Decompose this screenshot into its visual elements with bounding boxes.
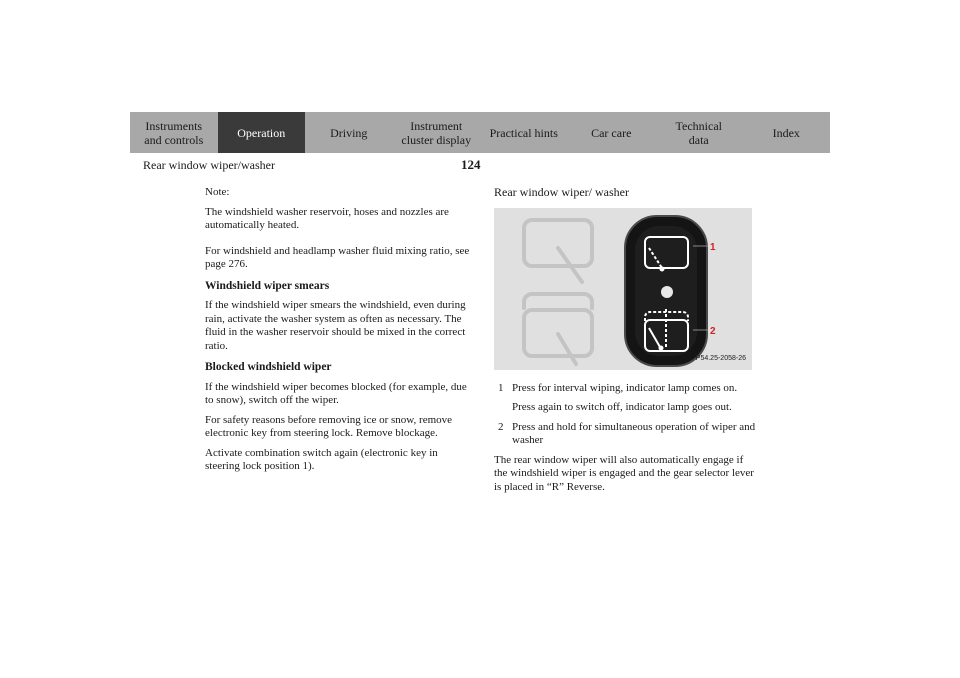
callout-2: 2 — [710, 325, 716, 337]
switch-illustration — [494, 208, 752, 370]
list-item-sub: Press again to switch off, indicator lamp goes out. — [512, 401, 732, 413]
tab-car-care[interactable]: Car care — [568, 112, 656, 153]
auto-engage-text: The rear window wiper will also automatically engage if the windshield wiper is engaged and the gear selector lever is placed in “R” Reverse. — [494, 453, 754, 493]
tab-technical-data[interactable]: Technical data — [655, 112, 743, 153]
left-column — [205, 186, 470, 480]
smears-heading: Windshield wiper smears — [205, 279, 330, 292]
list-item — [494, 421, 759, 448]
blocked-text-1: If the windshield wiper becomes blocked (for example, due to snow), switch off the wiper. — [205, 380, 467, 406]
tab-instruments-and-controls[interactable]: Instruments and controls — [130, 112, 218, 153]
page-number: 124 — [461, 157, 481, 172]
rear-wiper-switch-figure — [494, 208, 752, 370]
faded-wiper-icons — [524, 220, 592, 364]
note-text: The windshield washer reservoir, hoses and nozzles are automatically heated. — [205, 205, 449, 231]
list-item — [494, 382, 759, 396]
callout-1: 1 — [710, 241, 716, 253]
tab-instrument-cluster-display[interactable]: Instrument cluster display — [393, 112, 481, 153]
section-tabs — [130, 112, 830, 153]
figure-caption: P54.25-2058-26 — [695, 355, 746, 362]
item-text: Press and hold for simultaneous operation of wiper and washer — [512, 420, 756, 446]
right-column — [494, 186, 759, 500]
item-number: 2 — [498, 420, 504, 433]
blocked-heading: Blocked windshield wiper — [205, 361, 332, 373]
page-title: Rear window wiper/washer — [143, 158, 275, 172]
smears-text: If the windshield wiper smears the windshield, even during rain, activate the washer system as often as necessary. The fluid in the washer reservoir should be mixed in the correct ratio. — [205, 299, 466, 352]
blocked-text-2: For safety reasons before removing ice or snow, remove electronic key from steering lock. Remove blockage. — [205, 413, 453, 439]
blocked-text-3: Activate combination switch again (electronic key in steering lock position 1). — [205, 446, 438, 472]
item-number: 1 — [498, 381, 504, 394]
instruction-list — [494, 382, 759, 448]
rear-wiper-heading: Rear window wiper/ washer — [494, 185, 629, 199]
tab-operation[interactable]: Operation — [218, 112, 306, 153]
tab-practical-hints[interactable]: Practical hints — [480, 112, 568, 153]
indicator-lamp — [661, 286, 673, 298]
mixing-ratio-text: For windshield and headlamp washer fluid mixing ratio, see page 276. — [205, 244, 470, 270]
note-label: Note: — [205, 186, 230, 198]
tab-index[interactable]: Index — [743, 112, 831, 153]
item-text: Press for interval wiping, indicator lamp comes on. — [512, 381, 738, 394]
tab-driving[interactable]: Driving — [305, 112, 393, 153]
